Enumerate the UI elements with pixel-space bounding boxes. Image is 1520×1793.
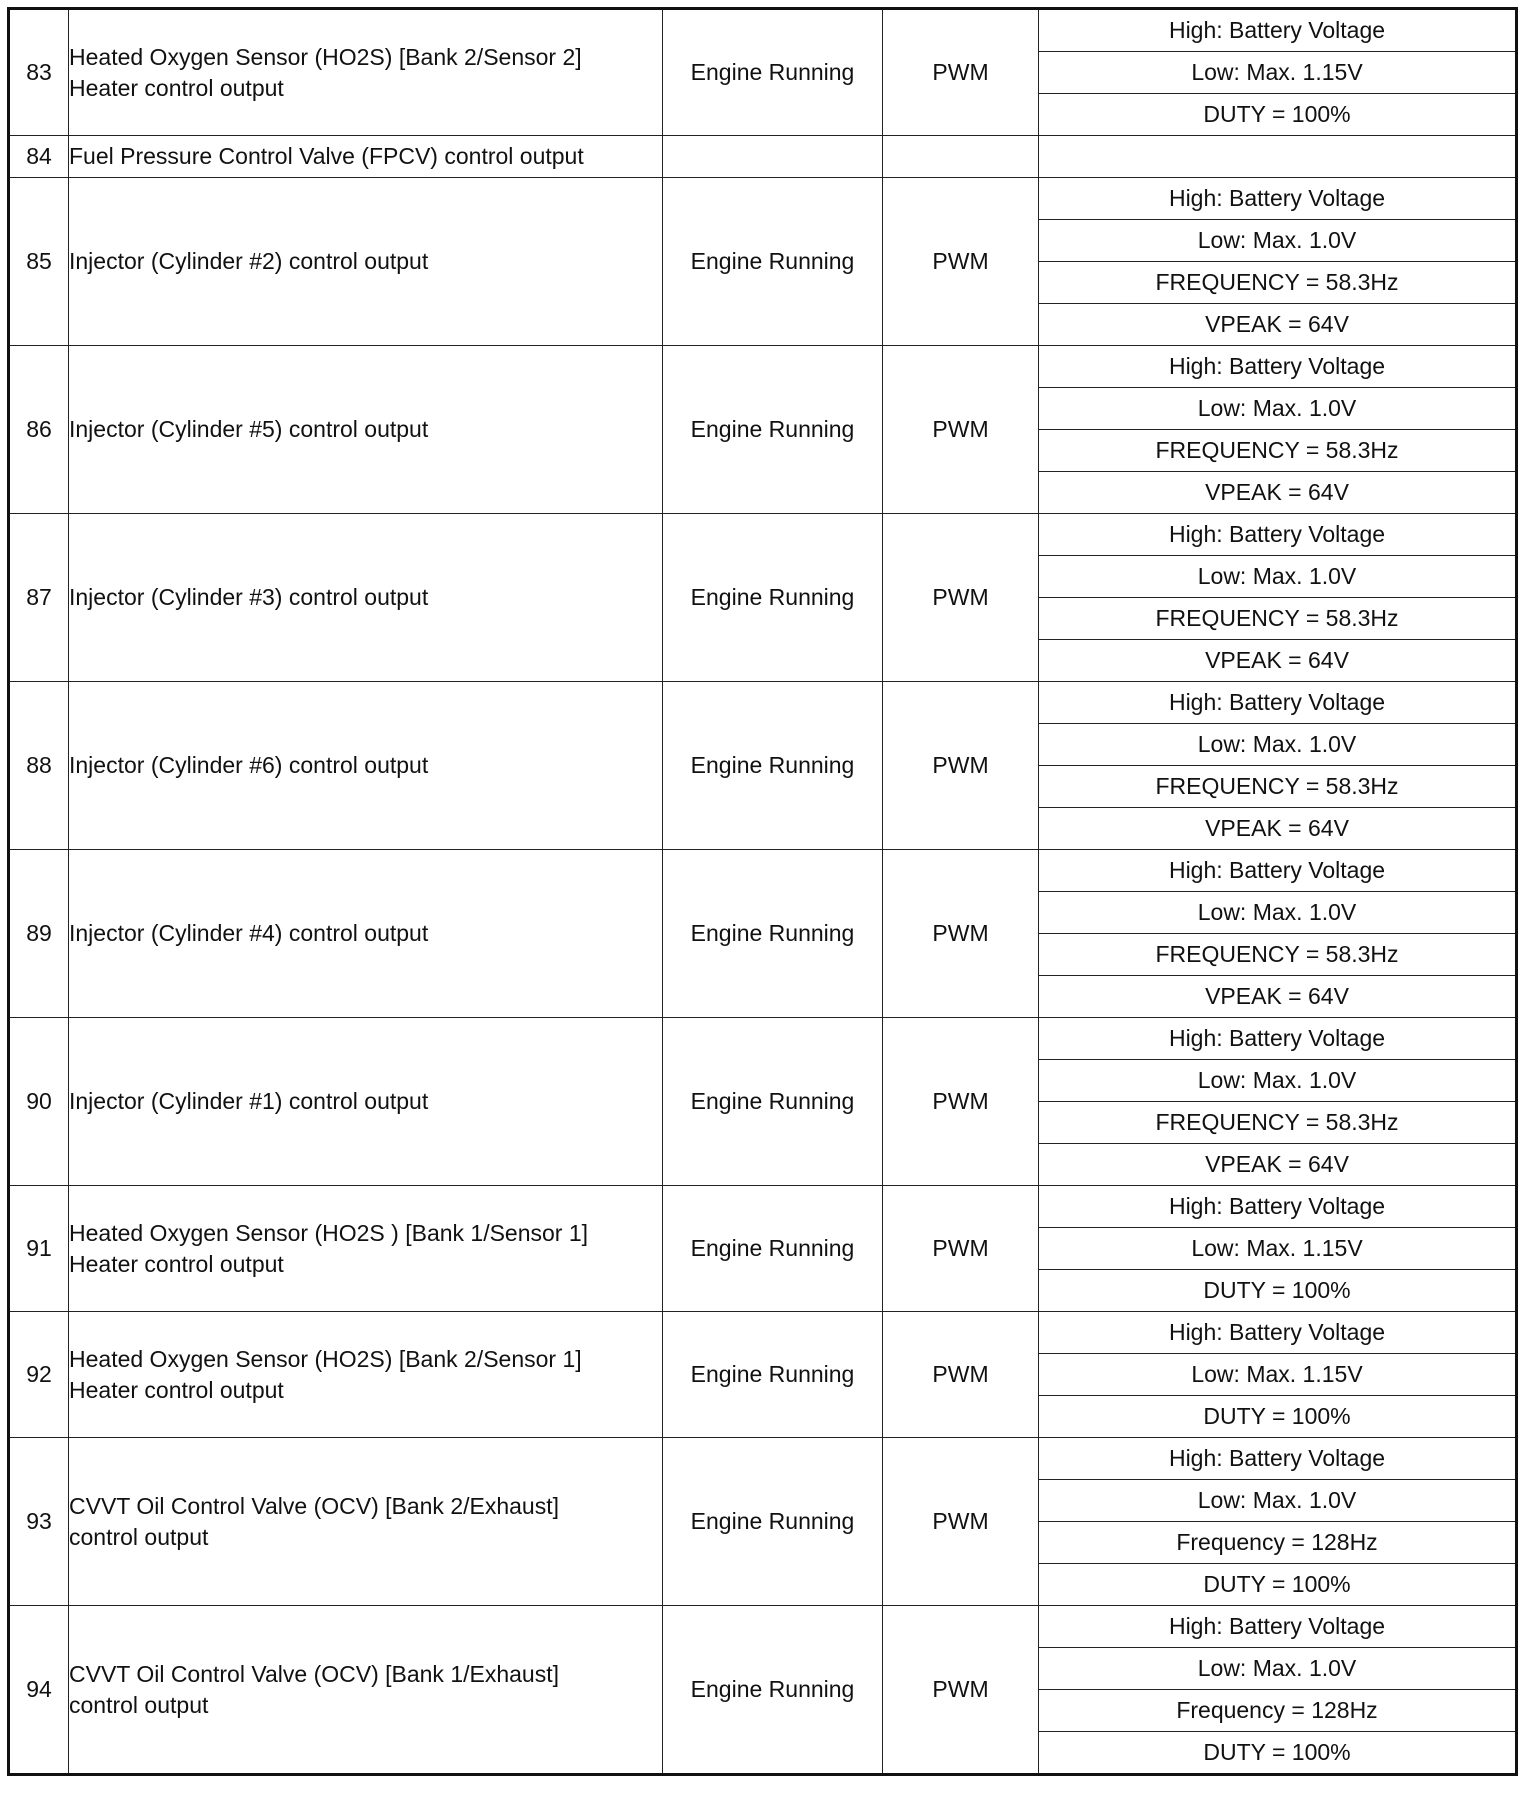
signal-type: PWM [883, 1606, 1039, 1775]
pin-number: 94 [9, 1606, 69, 1775]
pin-number: 86 [9, 346, 69, 514]
specification-value: Low: Max. 1.0V [1039, 388, 1517, 430]
specification-value: FREQUENCY = 58.3Hz [1039, 766, 1517, 808]
specification-value: VPEAK = 64V [1039, 1144, 1517, 1186]
specification-value: High: Battery Voltage [1039, 1312, 1517, 1354]
table-row [9, 136, 1517, 178]
signal-type: PWM [883, 346, 1039, 514]
description-line: Heated Oxygen Sensor (HO2S ) [Bank 1/Sensor 1] [69, 1219, 589, 1246]
pin-number: 85 [9, 178, 69, 346]
signal-type: PWM [883, 514, 1039, 682]
specification-value: FREQUENCY = 58.3Hz [1039, 430, 1517, 472]
pin-description [69, 514, 663, 682]
test-condition: Engine Running [663, 346, 883, 514]
specification-value: Frequency = 128Hz [1039, 1522, 1517, 1564]
pin-number: 92 [9, 1312, 69, 1438]
pin-number: 83 [9, 9, 69, 136]
description-line: Injector (Cylinder #3) control output [69, 584, 429, 610]
description-line: Injector (Cylinder #1) control output [69, 1088, 429, 1114]
pin-description [69, 850, 663, 1018]
specification-value [1039, 136, 1517, 178]
description-line: CVVT Oil Control Valve (OCV) [Bank 1/Exhaust] [69, 1660, 559, 1687]
specification-value: Low: Max. 1.0V [1039, 724, 1517, 766]
table-row [9, 346, 1517, 388]
test-condition: Engine Running [663, 1438, 883, 1606]
pin-number: 84 [9, 136, 69, 178]
specification-value: Low: Max. 1.0V [1039, 220, 1517, 262]
table-row [9, 1606, 1517, 1648]
specification-value: High: Battery Voltage [1039, 346, 1517, 388]
spec-table-container [7, 7, 1515, 1793]
test-condition: Engine Running [663, 1186, 883, 1312]
pin-description [69, 1438, 663, 1606]
description-line: Injector (Cylinder #4) control output [69, 920, 429, 946]
test-condition: Engine Running [663, 850, 883, 1018]
pin-description [69, 682, 663, 850]
pin-number: 91 [9, 1186, 69, 1312]
signal-type: PWM [883, 9, 1039, 136]
pin-description [69, 9, 663, 136]
table-row [9, 1186, 1517, 1228]
table-row [9, 850, 1517, 892]
specification-value: Low: Max. 1.0V [1039, 556, 1517, 598]
spec-table-body [9, 9, 1517, 1775]
specification-value: DUTY = 100% [1039, 1396, 1517, 1438]
specification-value: DUTY = 100% [1039, 1564, 1517, 1606]
test-condition: Engine Running [663, 178, 883, 346]
test-condition [663, 136, 883, 178]
specification-value: Low: Max. 1.0V [1039, 892, 1517, 934]
signal-type: PWM [883, 1438, 1039, 1606]
table-row [9, 682, 1517, 724]
specification-value: VPEAK = 64V [1039, 808, 1517, 850]
specification-value: VPEAK = 64V [1039, 472, 1517, 514]
signal-type: PWM [883, 682, 1039, 850]
specification-value: High: Battery Voltage [1039, 178, 1517, 220]
test-condition: Engine Running [663, 1312, 883, 1438]
specification-value: High: Battery Voltage [1039, 9, 1517, 52]
pin-number: 87 [9, 514, 69, 682]
pin-description [69, 136, 663, 178]
signal-type: PWM [883, 1018, 1039, 1186]
test-condition: Engine Running [663, 1606, 883, 1775]
specification-value: Low: Max. 1.0V [1039, 1648, 1517, 1690]
pin-description [69, 1312, 663, 1438]
description-line: Heated Oxygen Sensor (HO2S) [Bank 2/Sensor 1] [69, 1345, 582, 1372]
specification-value: High: Battery Voltage [1039, 1018, 1517, 1060]
specification-value: VPEAK = 64V [1039, 976, 1517, 1018]
specification-value: DUTY = 100% [1039, 94, 1517, 136]
specification-value: FREQUENCY = 58.3Hz [1039, 598, 1517, 640]
specification-value: High: Battery Voltage [1039, 850, 1517, 892]
description-line: Heater control output [69, 74, 284, 101]
pin-number: 89 [9, 850, 69, 1018]
signal-type: PWM [883, 1186, 1039, 1312]
description-line: Injector (Cylinder #5) control output [69, 416, 429, 442]
specification-value: DUTY = 100% [1039, 1270, 1517, 1312]
description-line: control output [69, 1691, 209, 1718]
description-line: control output [69, 1523, 209, 1550]
specification-value: High: Battery Voltage [1039, 1186, 1517, 1228]
pin-description [69, 346, 663, 514]
description-line: Injector (Cylinder #2) control output [69, 248, 429, 274]
specification-value: High: Battery Voltage [1039, 1606, 1517, 1648]
test-condition: Engine Running [663, 682, 883, 850]
table-row [9, 178, 1517, 220]
signal-type [883, 136, 1039, 178]
specification-value: DUTY = 100% [1039, 1732, 1517, 1775]
specification-value: VPEAK = 64V [1039, 304, 1517, 346]
description-line: Heater control output [69, 1250, 284, 1277]
pin-description [69, 1606, 663, 1775]
test-condition: Engine Running [663, 514, 883, 682]
pin-description [69, 178, 663, 346]
specification-value: High: Battery Voltage [1039, 514, 1517, 556]
table-row [9, 1438, 1517, 1480]
description-line: CVVT Oil Control Valve (OCV) [Bank 2/Exhaust] [69, 1492, 559, 1519]
specification-value: FREQUENCY = 58.3Hz [1039, 262, 1517, 304]
test-condition: Engine Running [663, 9, 883, 136]
specification-value: Low: Max. 1.15V [1039, 1354, 1517, 1396]
specification-value: Low: Max. 1.15V [1039, 1228, 1517, 1270]
table-row [9, 9, 1517, 52]
specification-value: Low: Max. 1.0V [1039, 1480, 1517, 1522]
specification-value: FREQUENCY = 58.3Hz [1039, 934, 1517, 976]
description-line: Fuel Pressure Control Valve (FPCV) control output [69, 143, 584, 169]
table-row [9, 1312, 1517, 1354]
signal-type: PWM [883, 850, 1039, 1018]
specification-value: High: Battery Voltage [1039, 682, 1517, 724]
specification-value: High: Battery Voltage [1039, 1438, 1517, 1480]
specification-value: Low: Max. 1.15V [1039, 52, 1517, 94]
pin-number: 88 [9, 682, 69, 850]
description-line: Injector (Cylinder #6) control output [69, 752, 429, 778]
pin-number: 90 [9, 1018, 69, 1186]
description-line: Heated Oxygen Sensor (HO2S) [Bank 2/Sensor 2] [69, 43, 582, 70]
signal-type: PWM [883, 178, 1039, 346]
specification-value: Frequency = 128Hz [1039, 1690, 1517, 1732]
pin-number: 93 [9, 1438, 69, 1606]
signal-type: PWM [883, 1312, 1039, 1438]
test-condition: Engine Running [663, 1018, 883, 1186]
pin-description [69, 1018, 663, 1186]
specification-value: VPEAK = 64V [1039, 640, 1517, 682]
specification-value: FREQUENCY = 58.3Hz [1039, 1102, 1517, 1144]
description-line: Heater control output [69, 1376, 284, 1403]
pin-spec-table [7, 7, 1518, 1776]
pin-description [69, 1186, 663, 1312]
specification-value: Low: Max. 1.0V [1039, 1060, 1517, 1102]
table-row [9, 1018, 1517, 1060]
table-row [9, 514, 1517, 556]
